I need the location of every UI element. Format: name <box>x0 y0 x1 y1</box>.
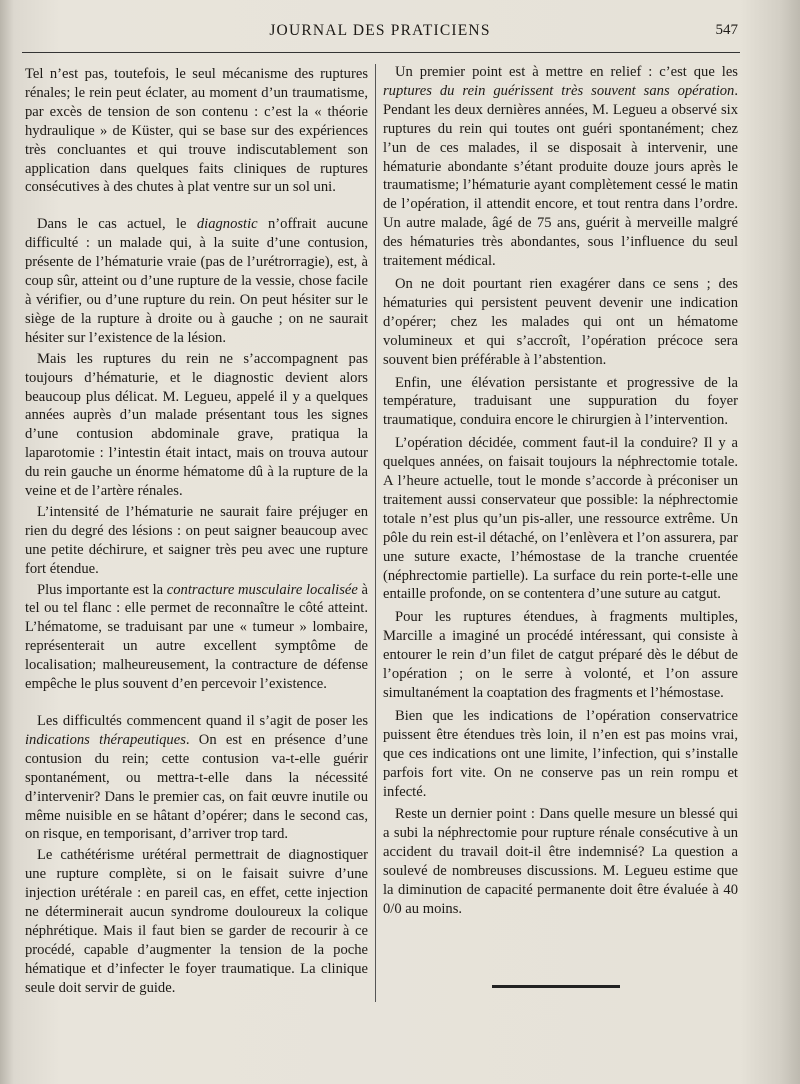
journal-title: JOURNAL DES PRATICIENS <box>269 22 491 39</box>
end-of-article-rule <box>492 985 620 988</box>
paragraph: Dans le cas actuel, le diagnostic n’offrait aucune difficulté : un malade qui, à la suite d’une contusion, présente de l’hématurie vraie (pas de l’urétrorragie), est, à coup sûr, atteint ou d’une rupture de la vessie, chose facile à vérifier, ou d’une rupture du rein. On peut hésiter sur le siège de la rupture à droite ou à gauche ; on ne saurait hésiter sur l’existence de la lésion. <box>25 216 368 346</box>
paragraph: Pour les ruptures étendues, à fragments multiples, Marcille a imaginé un procédé intéressant, qui consiste à entourer le rein d’un filet de catgut préparé dès le début de l’opération ; on le serre à volonté, et l’on assure simultanément la coaptation des fragments et l’hémostase. <box>383 609 738 701</box>
paragraph: L’opération décidée, comment faut-il la conduire? Il y a quelques années, on faisait toujours la néphrectomie totale. A l’heure actuelle, tout le monde s’accorde à préconiser un traitement aussi conservateur que possible: la néphrectomie totale n’est plus qu’un pis-aller, une ressource extrême. Un pôle du rein est-il détaché, on l’enlèvera et l’on assurera, par une suture exacte, l’hémostase de la tranche cruentée (néphrectomie partielle). La surface du rein porte-t-elle une entaille profonde, on se contentera d’une suture au catgut. <box>383 435 738 603</box>
paragraph: On ne doit pourtant rien exagérer dans ce sens ; des hématuries qui persistent peuvent devenir une indication d’opérer; chez les malades qui ont un hématome volumineux et qui s’accroît, l’opération précoce sera souvent bien préférable à l’abstention. <box>383 275 738 368</box>
right-column <box>383 63 738 919</box>
column-divider <box>375 64 376 1002</box>
paragraph: Bien que les indications de l’opération conservatrice puissent être étendues très loin, il n’en est pas moins vrai, que ces indications ont une limite, l’infection, qui s’installe parfois fort vite. On ne conserve pas un rein rompu et infecté. <box>383 707 738 800</box>
paragraph: Enfin, une élévation persistante et progressive de la température, traduisant une suppuration du foyer traumatique, conduira encore le chirurgien à l’intervention. <box>383 374 738 429</box>
page-number: 547 <box>715 22 738 38</box>
paragraph: Mais les ruptures du rein ne s’accompagnent pas toujours d’hématurie, et le diagnostic devient alors beaucoup plus délicat. M. Legueu, appelé il y a quelques années auprès d’un malade présentant tous les signes d’une contusion abdominale grave, pratiqua la laparotomie : l’intestin était intact, mais on trouva autour du rein gauche un énorme hématome dû à la rupture de la veine et de l’artère rénales. <box>25 350 368 500</box>
paragraph: Tel n’est pas, toutefois, le seul mécanisme des ruptures rénales; le rein peut éclater, au moment d’un traumatisme, par excès de tension de son contenu : c’est la « théorie hydraulique » de Küster, qui se base sur des expériences très concluantes et qui trouve indiscutablement son application dans quelques faits cliniques de ruptures consécutives à des chutes à plat ventre sur un sol uni. <box>25 66 368 196</box>
paragraph: Un premier point est à mettre en relief : c’est que les ruptures du rein guérissent très souvent sans opération. Pendant les deux dernières années, M. Legueu a observé six ruptures du rein qui toutes ont guéri spontanément; chez l’un de ces malades, il se disposait à intervenir, une hématurie abondante s’étant produite douze jours après le traumatisme; l’hématurie ayant complètement cessé le matin de l’opération, il attendit encore, et tout rentra dans l’ordre. Un autre malade, âgé de 75 ans, guérit à merveille malgré des hématuries très abondantes, sous l’influence du seul traitement médical. <box>383 64 738 270</box>
paragraph: Le cathétérisme urétéral permettrait de diagnostiquer une rupture complète, si on le faisait suivre d’une injection urétérale : en pareil cas, en effet, cette injection ne déterminerait aucun syndrome douloureux la colique néphrétique. Mais il faut bien se garder de recourir à ce procédé, capable d’augmenter la tension de la poche hématique et d’infecter le foyer traumatique. La clinique seule doit servir de guide. <box>25 847 368 996</box>
paragraph: Plus importante est la contracture musculaire localisée à tel ou tel flanc : elle permet de reconnaître le côté atteint. L’hématome, se traduisant par une « tumeur » lombaire, représenterait un autre excellent symptôme de localisation; malheureusement, la contracture de défense empêche le plus souvent d’en percevoir l’existence. <box>25 581 368 693</box>
left-column <box>25 63 368 998</box>
running-header <box>30 22 738 46</box>
paragraph: L’intensité de l’hématurie ne saurait faire préjuger en rien du degré des lésions : on peut saigner beaucoup avec une petite déchirure, et saigner très peu avec une rupture fort étendue. <box>25 503 368 577</box>
paragraph: Reste un dernier point : Dans quelle mesure un blessé qui a subi la néphrectomie pour rupture rénale consécutive à un accident du travail doit-il être indemnisé? La question a soulevé de nombreuses discussions. M. Legueu estime que la diminution de capacité permanente doit être évaluée à 40 0/0 au moins. <box>383 806 738 917</box>
header-rule <box>22 52 740 53</box>
paragraph: Les difficultés commencent quand il s’agit de poser les indications thérapeutiques. On est en présence d’une contusion du rein; cette contusion va-t-elle guérir spontanément, ou mettra-t-elle dans la nécessité d’intervenir? Dans le premier cas, on fait œuvre inutile ou même nuisible en se hâtant d’opérer; dans le second cas, on risque, en temporisant, d’arriver trop tard. <box>25 713 368 843</box>
